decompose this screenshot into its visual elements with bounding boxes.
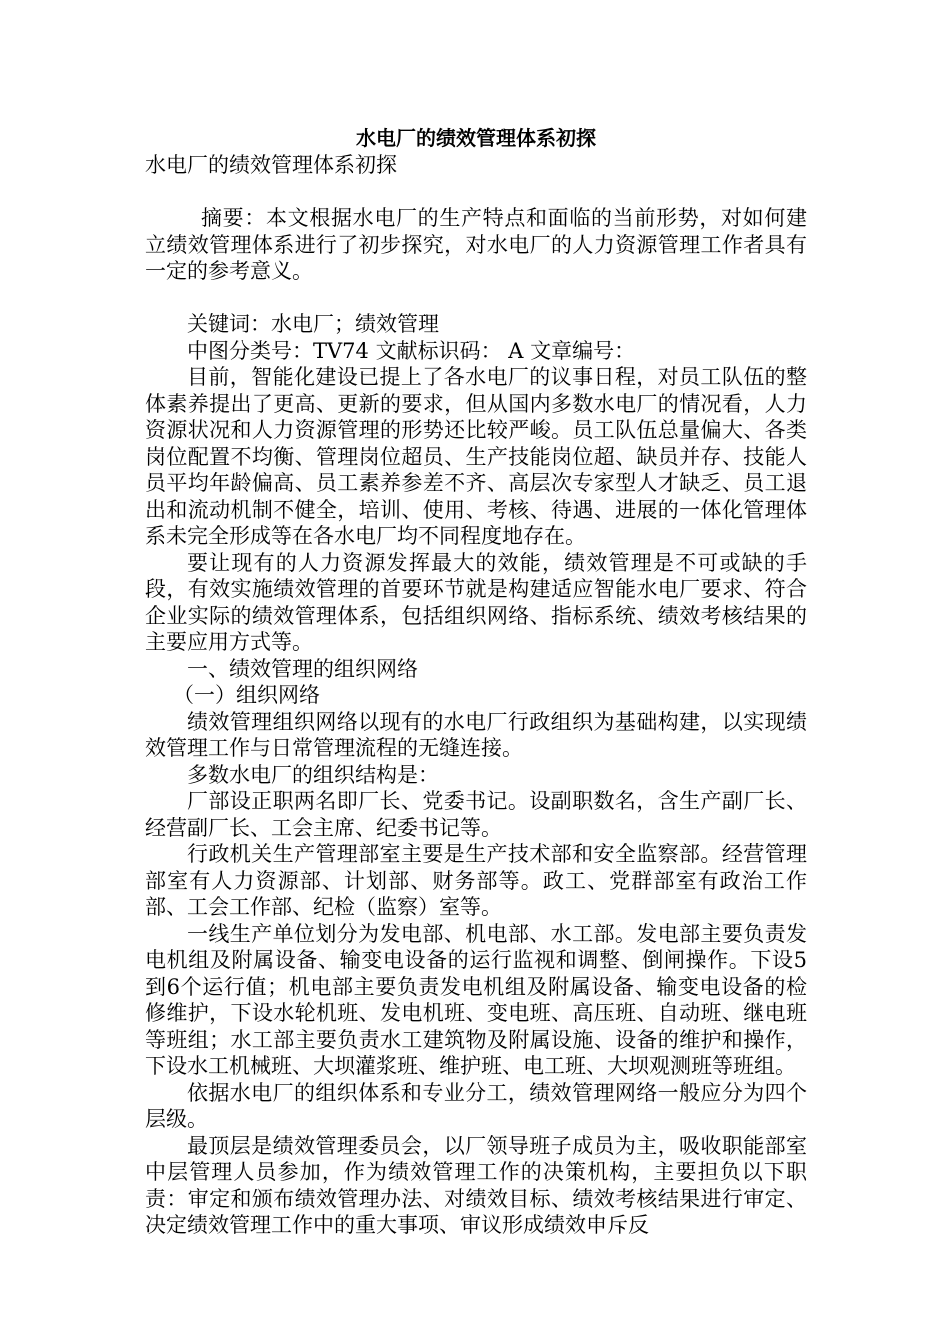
- body-paragraph: 依据水电厂的组织体系和专业分工，绩效管理网络一般应分为四个层级。: [145, 1080, 807, 1131]
- body-paragraph: 行政机关生产管理部室主要是生产技术部和安全监察部。经营管理部室有人力资源部、计划部、财务部等。政工、党群部室有政治工作部、工会工作部、纪检（监察）室等。: [145, 842, 807, 919]
- subsection-heading: （一）组织网络: [173, 683, 320, 707]
- body-paragraph: 最顶层是绩效管理委员会，以厂领导班子成员为主，吸收职能部室中层管理人员参加，作为绩效管理工作的决策机构，主要担负以下职责：审定和颁布绩效管理办法、对绩效目标、绩效考核结果进行审定、决定绩效管理工作中的重大事项、审议形成绩效申斥反: [145, 1133, 807, 1237]
- classification-line: 中图分类号：TV74 文献标识码： A 文章编号：: [187, 338, 636, 363]
- body-paragraph: 多数水电厂的组织结构是：: [187, 762, 439, 787]
- body-paragraph: 绩效管理组织网络以现有的水电厂行政组织为基础构建，以实现绩效管理工作与日常管理流程的无缝连接。: [145, 709, 807, 760]
- body-paragraph: 一线生产单位划分为发电部、机电部、水工部。发电部主要负责发电机组及附属设备、输变电设备的运行监视和调整、倒闸操作。下设5到6个运行值；机电部主要负责发电机组及附属设备、输变电设备的检修维护，下设水轮机班、发电机班、变电班、高压班、自动班、继电班等班组；水工部主要负责水工建筑物及附属设施、设备的维护和操作，下设水工机械班、大坝灌浆班、维护班、电工班、大坝观测班等班组。: [145, 921, 807, 1078]
- body-paragraph: 目前，智能化建设已提上了各水电厂的议事日程，对员工队伍的整体素养提出了更高、更新的要求，但从国内多数水电厂的情况看，人力资源状况和人力资源管理的形势还比较严峻。员工队伍总量偏大、各类岗位配置不均衡、管理岗位超员、生产技能岗位超、缺员并存、技能人员平均年龄偏高、员工素养参差不齐、高层次专家型人才缺乏、员工退出和流动机制不健全，培训、使用、考核、待遇、进展的一体化管理体系未完全形成等在各水电厂均不同程度地存在。: [145, 365, 807, 548]
- abstract-paragraph: 摘要：本文根据水电厂的生产特点和面临的当前形势，对如何建立绩效管理体系进行了初步探究，对水电厂的人力资源管理工作者具有一定的参考意义。: [145, 206, 807, 283]
- body-paragraph: 要让现有的人力资源发挥最大的效能，绩效管理是不可或缺的手段，有效实施绩效管理的首要环节就是构建适应智能水电厂要求、符合企业实际的绩效管理体系，包括组织网络、指标系统、绩效考核结果的主要应用方式等。: [145, 550, 807, 654]
- keywords-line: 关键词：水电厂；绩效管理: [187, 312, 439, 336]
- document-page: [145, 124, 807, 1239]
- section-heading: 一、绩效管理的组织网络: [187, 656, 418, 681]
- body-paragraph: 厂部设正职两名即厂长、党委书记。设副职数名，含生产副厂长、经营副厂长、工会主席、纪委书记等。: [145, 789, 807, 840]
- blank-line: [145, 179, 807, 206]
- document-subtitle: 水电厂的绩效管理体系初探: [145, 153, 397, 177]
- blank-line: [145, 285, 807, 312]
- document-title: 水电厂的绩效管理体系初探: [356, 126, 596, 150]
